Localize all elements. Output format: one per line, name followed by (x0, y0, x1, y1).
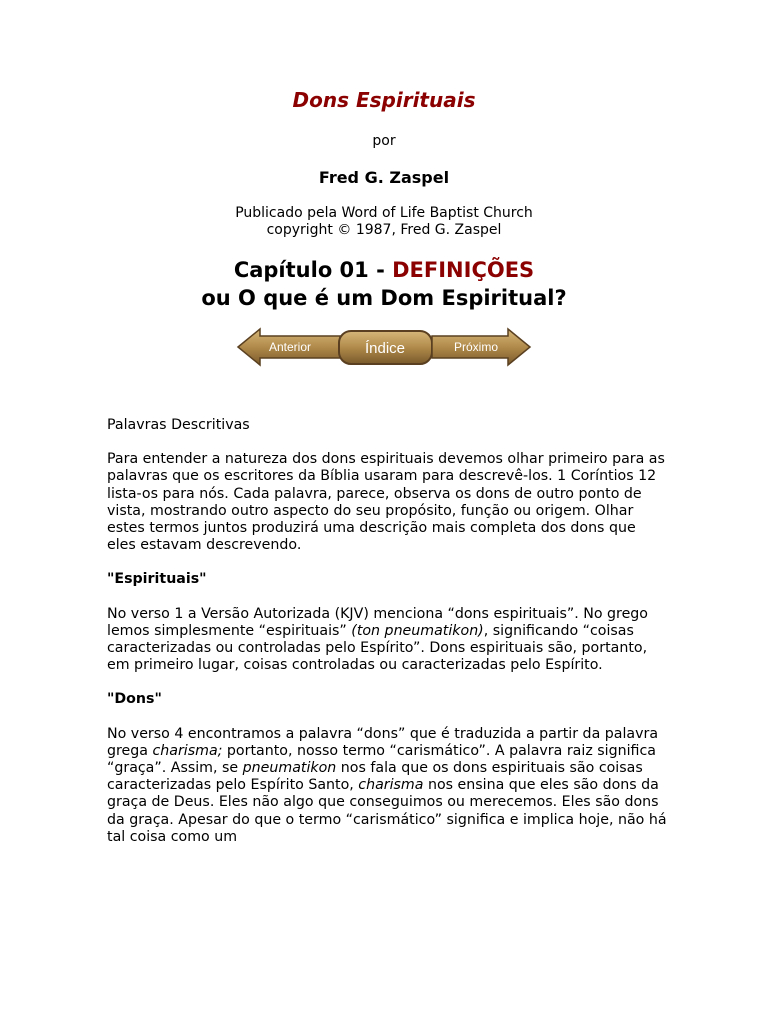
next-button[interactable] (432, 329, 530, 365)
greek-term: charisma; (152, 742, 223, 759)
chapter-heading (0, 256, 768, 312)
text-run: No verso 1 a Versão Autorizada (KJV) menciona “dons espirituais”. No grego lemos simplesmente “espirituais” (107, 605, 648, 639)
text-run: nos ensina que eles são dons da graça de Deus. Eles não algo que conseguimos ou merecemos. Eles são dons da graça. Apesar do que o termo “carismático” significa e implica hoje, não há tal coisa como um (107, 777, 667, 845)
index-label: Índice (364, 340, 406, 357)
previous-label: Anterior (268, 340, 312, 354)
navigation-buttons (236, 326, 532, 368)
document-title: Dons Espirituais (292, 88, 476, 112)
greek-term: pneumatikon (242, 760, 337, 777)
chapter-title-line (0, 256, 768, 284)
document-body (107, 417, 667, 863)
publisher-line: Publicado pela Word of Life Baptist Church (235, 205, 533, 221)
chapter-subtitle: ou O que é um Dom Espiritual? (201, 286, 567, 310)
paragraph-intro: Para entender a natureza dos dons espirituais devemos olhar primeiro para as palavras que os escritores da Bíblia usaram para descrevê-los. 1 Coríntios 12 lista-os para nós. Cada palavra, parece, observa os dons de outro ponto de vista, mostrando outro aspecto do seu propósito, função ou origem. Olhar estes termos juntos produzirá uma descrição mais completa dos dons que eles estavam descrevendo. (107, 451, 665, 554)
chapter-navigation (236, 326, 532, 368)
text-run: No verso 4 encontramos a palavra “dons” que é traduzida a partir da palavra grega (107, 725, 659, 759)
chapter-title: DEFINIÇÕES (392, 258, 535, 282)
copyright-line: copyright © 1987, Fred G. Zaspel (266, 222, 502, 238)
paragraph-spiritual (107, 606, 667, 675)
next-label: Próximo (453, 340, 499, 354)
publication-info (0, 205, 768, 239)
index-button[interactable] (339, 331, 432, 364)
section-heading-descriptive-words: Palavras Descritivas (107, 417, 250, 433)
greek-term: (ton pneumatikon) (351, 622, 484, 639)
author-name: Fred G. Zaspel (318, 168, 450, 187)
chapter-prefix: Capítulo 01 - (233, 258, 393, 282)
section-heading-spiritual: "Espirituais" (107, 571, 207, 588)
section-heading-gifts: "Dons" (107, 691, 162, 708)
paragraph-gifts (107, 726, 667, 846)
greek-term: charisma (358, 777, 424, 794)
by-line: por (372, 133, 396, 149)
previous-button[interactable] (238, 329, 340, 365)
text-run: portanto, nosso termo “carismático”. A palavra raiz significa “graça”. Assim, se (107, 742, 656, 777)
text-run: nos fala que os dons espirituais são coisas caracterizadas pelo Espírito Santo, (107, 760, 643, 794)
text-run: , significando “coisas caracterizadas ou controladas pelo Espírito”. Dons espirituais são, portanto, em primeiro lugar, coisas controladas ou caracterizadas pelo Espírito. (107, 622, 648, 674)
